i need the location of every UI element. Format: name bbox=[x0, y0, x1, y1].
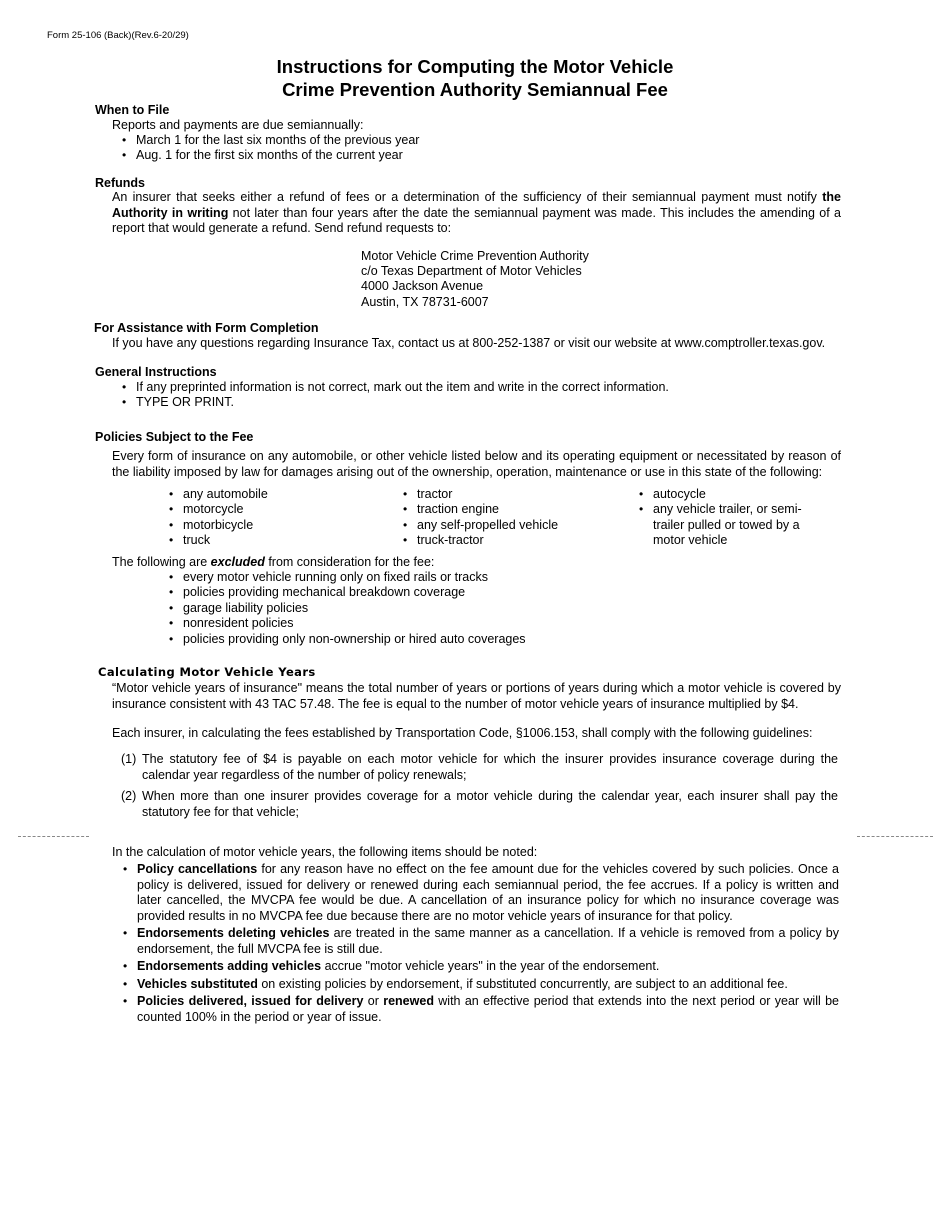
list-item: • truck bbox=[169, 533, 379, 548]
note-text: accrue "motor vehicle years" in the year of the endorsement. bbox=[321, 959, 660, 973]
excluded-list bbox=[169, 570, 526, 647]
when-to-file-list bbox=[122, 133, 419, 164]
list-item: • motorbicycle bbox=[169, 518, 379, 533]
notes-list bbox=[112, 862, 839, 1027]
note-text: are treated in the same manner as a cancellation. If a vehicle is removed from a policy by endorsement, the full MVCPA fee is still due. bbox=[137, 926, 839, 956]
list-item: • garage liability policies bbox=[169, 601, 526, 616]
policies-text: Every form of insurance on any automobile, or other vehicle listed below and its operating equipment or necessitated by reason of the liability imposed by law for damages arising out of the ownership, operation, maintenance or use in this state of the following: bbox=[112, 449, 841, 479]
form-id: Form 25-106 (Back)(Rev.6-20/29) bbox=[47, 30, 189, 41]
address-line: c/o Texas Department of Motor Vehicles bbox=[361, 264, 582, 279]
list-item: • autocycle bbox=[639, 487, 829, 502]
note-bold: Policy cancellations bbox=[137, 862, 258, 876]
note-bold: Policies delivered, issued for delivery bbox=[137, 994, 364, 1008]
guideline-2 bbox=[121, 789, 838, 820]
list-item: • nonresident policies bbox=[169, 616, 526, 631]
general-instructions-list bbox=[122, 380, 669, 411]
fold-mark-right bbox=[857, 836, 933, 837]
list-item: • If any preprinted information is not correct, mark out the item and write in the correct information. bbox=[122, 380, 669, 395]
address-line: 4000 Jackson Avenue bbox=[361, 279, 484, 294]
list-item: • policies providing only non-ownership or hired auto coverages bbox=[169, 632, 526, 647]
guideline-text: The statutory fee of $4 is payable on each motor vehicle for which the insurer provides insurance coverage during the calendar year regardless of the number of policy renewals; bbox=[142, 752, 838, 782]
guideline-number: (1) bbox=[121, 752, 137, 766]
calculating-definition: “Motor vehicle years of insurance" means the total number of years or portions of years during which a motor vehicle is covered by insurance consistent with 43 TAC 57.48. The fee is equal to the number of motor vehicle years of insurance multiplied by $4. bbox=[112, 681, 841, 711]
guideline-1 bbox=[121, 752, 838, 783]
note-text: with an effective period that extends into the next period or year will be counted 100% in the period or year of issue. bbox=[137, 994, 839, 1024]
list-item: • Aug. 1 for the first six months of the current year bbox=[122, 148, 419, 163]
excluded-word: excluded bbox=[210, 555, 265, 569]
page-title bbox=[0, 55, 950, 101]
list-item bbox=[112, 977, 839, 993]
when-to-file-heading: When to File bbox=[95, 103, 170, 117]
assistance-heading: For Assistance with Form Completion bbox=[94, 321, 319, 335]
when-to-file-intro: Reports and payments are due semiannually: bbox=[112, 118, 364, 132]
list-item: • every motor vehicle running only on fixed rails or tracks bbox=[169, 570, 526, 585]
note-bold: renewed bbox=[383, 994, 434, 1008]
vehicle-list-col-3 bbox=[639, 487, 829, 549]
guideline-number: (2) bbox=[121, 789, 137, 803]
refunds-text-bold: the Authority in writing bbox=[112, 190, 841, 220]
note-bold: Endorsements deleting vehicles bbox=[137, 926, 330, 940]
policies-heading: Policies Subject to the Fee bbox=[95, 430, 254, 444]
vehicle-list-col-2 bbox=[403, 487, 623, 549]
excluded-pre: The following are bbox=[112, 555, 211, 569]
list-item: • truck-tractor bbox=[403, 533, 623, 548]
list-item bbox=[112, 994, 839, 1025]
list-item: • TYPE OR PRINT. bbox=[122, 395, 669, 410]
vehicle-list-col-1 bbox=[169, 487, 379, 549]
refunds-text bbox=[112, 190, 841, 237]
fold-mark-left bbox=[18, 836, 89, 837]
note-text: for any reason have no effect on the fee amount due for the vehicles covered by such policies. Once a policy is delivered, issued for delivery or renewed during each semiannual period, the fee accrues. If a policy is written and later cancelled, the MVCPA fee would be due. A cancellation of an insurance policy for which no insurance coverage was provided results in no MVCPA fee due because there are no motor vehicle years of insurance for that policy. bbox=[137, 862, 840, 923]
excluded-intro bbox=[112, 555, 434, 569]
note-text: on existing policies by endorsement, if substituted concurrently, are subject to an additional fee. bbox=[257, 976, 788, 991]
refunds-heading: Refunds bbox=[95, 176, 145, 190]
list-item: • March 1 for the last six months of the previous year bbox=[122, 133, 419, 148]
guidelines-intro: Each insurer, in calculating the fees established by Transportation Code, §1006.153, shall comply with the following guidelines: bbox=[112, 726, 813, 740]
title-line-2: Crime Prevention Authority Semiannual Fee bbox=[282, 79, 668, 100]
note-bold: Vehicles substituted bbox=[137, 976, 258, 991]
address-line: Austin, TX 78731-6007 bbox=[361, 294, 489, 309]
list-item: • traction engine bbox=[403, 502, 623, 517]
list-item bbox=[112, 959, 839, 975]
refund-address bbox=[361, 249, 589, 310]
list-item: • policies providing mechanical breakdown coverage bbox=[169, 585, 526, 600]
list-item: • motorcycle bbox=[169, 502, 379, 517]
list-item bbox=[112, 862, 839, 924]
refunds-text-a: An insurer that seeks either a refund of fees or a determination of the sufficiency of their semiannual payment must notify bbox=[112, 190, 823, 204]
address-line: Motor Vehicle Crime Prevention Authority bbox=[361, 249, 589, 263]
note-text: or bbox=[363, 994, 384, 1008]
list-item bbox=[112, 926, 839, 957]
excluded-post: from consideration for the fee: bbox=[264, 555, 435, 569]
notes-intro: In the calculation of motor vehicle years, the following items should be noted: bbox=[112, 845, 538, 859]
note-bold: Endorsements adding vehicles bbox=[137, 959, 322, 973]
calculating-heading: Calculating Motor Vehicle Years bbox=[98, 665, 316, 679]
general-instructions-heading: General Instructions bbox=[95, 365, 217, 379]
guideline-text: When more than one insurer provides coverage for a motor vehicle during the calendar year, each insurer shall pay the statutory fee for that vehicle; bbox=[142, 789, 838, 819]
assistance-text: If you have any questions regarding Insurance Tax, contact us at 800-252-1387 or visit our website at www.comptroller.texas.gov. bbox=[112, 336, 826, 350]
list-item: • tractor bbox=[403, 487, 623, 502]
list-item: • any automobile bbox=[169, 487, 379, 502]
refunds-text-b: not later than four years after the date the semiannual payment was made. This includes the amending of a report that would generate a refund. Send refund requests to: bbox=[112, 205, 841, 235]
list-item: • any vehicle trailer, or semi-trailer pulled or towed by a motor vehicle bbox=[639, 502, 829, 548]
title-line-1: Instructions for Computing the Motor Vehicle bbox=[276, 56, 674, 77]
list-item: • any self-propelled vehicle bbox=[403, 518, 623, 533]
